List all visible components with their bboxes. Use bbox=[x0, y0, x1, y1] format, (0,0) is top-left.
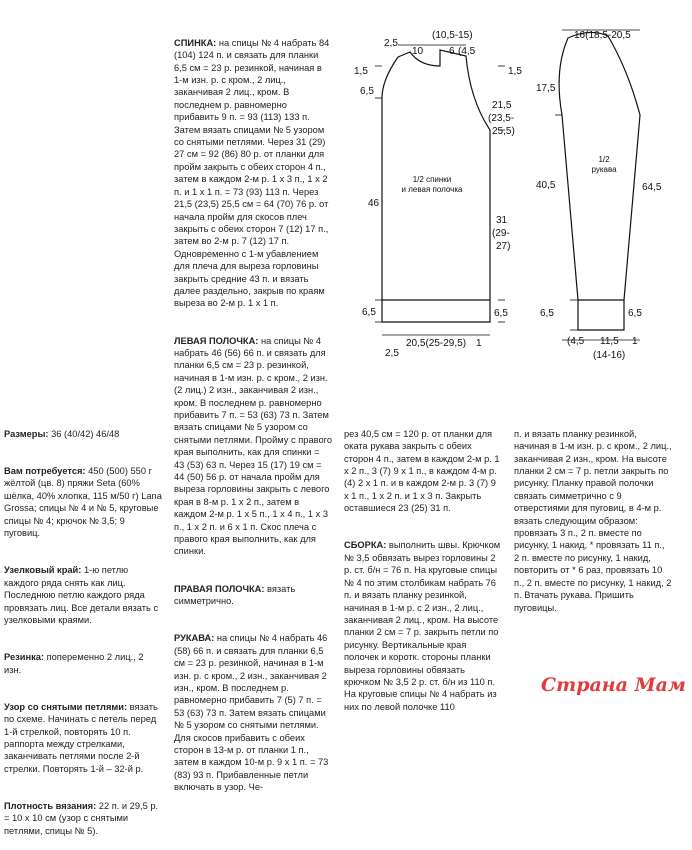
dim-1-5-right: 1,5 bbox=[508, 66, 522, 77]
dim-6: 6 bbox=[449, 46, 455, 57]
site-watermark: Страна Мам bbox=[540, 674, 686, 696]
sleeve-dim-range: (14-16) bbox=[593, 350, 626, 361]
dim-31: 31 bbox=[496, 215, 508, 226]
sleeve-outline bbox=[559, 32, 640, 330]
body-label-line2: и левая полочка bbox=[401, 185, 463, 194]
dim-6-5-right: 6,5 bbox=[494, 308, 508, 319]
sleeve-dimension-labels bbox=[536, 30, 662, 361]
dim-armhole-1: 21,5 bbox=[492, 100, 512, 111]
sleeve-dim-64-5: 64,5 bbox=[642, 182, 662, 193]
materials-paragraph: Вам потребуется: 450 (500) 550 г жёлтой (цв. 8) пряжи Seta (60% шёлка, 40% хлопка, 115 м/50 г) Lana Grossa; спицы № 4 и № 5, круговые спицы № 4; крючок № 3,5; 9 пуговиц. bbox=[4, 466, 165, 539]
back-paragraph: СПИНКА: на спицы № 4 набрать 84 (104) 124 п. и связать для планки 6,5 см = 23 р. резинкой, начиная в 1-м изн. р. с кром., 2 лиц., заканчивая 2 лиц., кром. В последнем р. равномерно прибавить 9 п. = 93 (113) 133 п. Затем вязать спицами № 5 узором со снятыми петлями. Через 31 (29) 27 см = 92 (86) 80 р. от планки для пройм закрыть с обеих сторон 4 п., затем в каждом 2-м р. 1 x 3 п., 1 x 2 п. и 1 x 1 п. = 73 (93) 113 п. Через 21,5 (23,5) 25,5 см = 64 (70) 76 р. от начала пройм для скосов плеч закрыть с обеих сторон 7 (12) 17 п., затем во 2-м р. 7 (12) 17 п. Одновременно с 1-м убавлением для плеча для выреза горловины закрыть средние 43 п. и вязать далее раздельно, закрыв по краям выреза во 2-м р. 1 х 1 п. bbox=[174, 37, 332, 309]
edge-paragraph: Узелковый край: 1-ю петлю каждого ряда снять как лиц. Последнюю петлю каждого ряда провязать лиц. Все детали вязать с узелковыми краями. bbox=[4, 565, 161, 625]
sleeves-paragraph: РУКАВА: на спицы № 4 набрать 46 (58) 66 п. и связать для планки 6,5 см = 23 р. резинкой, начиная в 1-м изн. р. с кром., 2 изн., заканчивая 2 изн., кром. В последнем р. равномерно прибавить 7 (5) 7 п. = 53 (63) 73 п. Затем вязать спицами № 5 узором со снятыми петлями. Для скосов прибавить с обеих сторон в 13-м р. от планки 1 п., затем в каждом 10-м р. 9 х 1 п. = 73 (83) 93 п. Прибавленные петли включать в узор. Че- bbox=[174, 633, 331, 793]
dim-10: 10 bbox=[412, 46, 424, 57]
sleeve-dim-1: 1 bbox=[632, 336, 638, 347]
dim-armhole-2: (23,5- bbox=[488, 113, 515, 124]
sleeve-dim-top: 16(18,5-20,5 bbox=[574, 30, 631, 41]
body-label-line1: 1/2 спинки bbox=[412, 175, 452, 184]
sleeve-label-line1: 1/2 bbox=[598, 155, 610, 164]
dim-4-5-top: (4,5 bbox=[458, 46, 476, 57]
body-diagram-labels bbox=[402, 175, 463, 194]
dim-2-5-bottom: 2,5 bbox=[385, 348, 399, 359]
density-paragraph: Плотность вязания: 22 п. и 29,5 р. = 10 х 10 см (узор с снятыми петлями, спицы № 5). bbox=[4, 801, 161, 836]
sleeve-dim-40-5: 40,5 bbox=[536, 180, 556, 191]
dim-6-5-bottom-left: 6,5 bbox=[362, 307, 376, 318]
sizes-paragraph: Размеры: 36 (40/42) 46/48 bbox=[4, 428, 120, 439]
dim-46: 46 bbox=[368, 198, 380, 209]
sleeve-dim-4-5: (4,5 bbox=[567, 336, 585, 347]
left-front-paragraph: ЛЕВАЯ ПОЛОЧКА: на спицы № 4 набрать 46 (56) 66 п. и связать для планки 6,5 см = 23 р. резинкой, начиная в 1-м изн. р. с кром., 2 изн. (2 лиц.) 2 изн., заканчивая 2 изн., кром. В последнем р. равномерно прибавить 7 п. = 53 (63) 73 п. Затем вязать спицами № 5 узором со снятыми петлями. Пройму с правого края выполнить, как для спинки = 43 (53) 63 п. Через 15 (17) 19 см = 44 (50) 56 р. от начала пройм для выреза горловины закрыть с левого края в 8-м р. 1 x 2 п., затем в каждом 2-м р. 1 x 5 п., 1 x 4 п., 1 x 3 п., 1 x 2 п. и 6 x 1 п. Скос плеча с правого края выполнить, как для спинки. bbox=[174, 335, 335, 557]
pattern-paragraph: Узор со снятыми петлями: вязать по схеме. Начинать с петель перед 1-й стрелкой, повторять 10 п. раппорта между стрелками, заканчивать петлями после 2-й стрелки. Повторять 1-й – 32-й р. bbox=[4, 701, 161, 774]
dim-1-5-left: 1,5 bbox=[354, 66, 368, 77]
right-front-paragraph: ПРАВАЯ ПОЛОЧКА: вязать симметрично. bbox=[174, 583, 298, 607]
sleeve-cont-paragraph: рез 40,5 см = 120 р. от планки для оката рукава закрыть с обеих сторон 4 п., затем в каждом 2-м р. 1 x 2 п., 3 (7) 9 x 1 п., в каждом 4-м р. (4) 2 x 1 п. и в каждом 2-м р. 3 (7) 9 x 1 п., 1 x 2 п. и 1 x 3 п. Закрыть оставшиеся 23 (25) 31 п. bbox=[344, 428, 503, 514]
dim-bottom-width: 20,5(25-29,5) bbox=[406, 338, 467, 349]
body-dimension-labels bbox=[354, 30, 522, 359]
dim-neck: (10,5-15) bbox=[432, 30, 473, 41]
sleeve-label-line2: рукава bbox=[591, 165, 617, 174]
sleeve-dim-11-5: 11,5 bbox=[600, 336, 619, 347]
rib-paragraph: Резинка: попеременно 2 лиц., 2 изн. bbox=[4, 652, 147, 675]
sleeve-pattern-diagram bbox=[555, 30, 640, 340]
button-band-paragraph: п. и вязать планку резинкой, начиная в 1-м изн. р. с кром., 2 лиц., заканчивая 2 изн., кром. На высоте планки 2 см = 7 р. петли закрыть по рисунку. Планку правой полочки связать симметрично с 9 отверстиями для пуговиц, в 4-м р. вязать следующим образом: провязать 3 п., 2 п. вместе по рисунку, 1 накид, * провязать 11 п., 2 п. вместе по рисунку, 1 накид, повторить от * 6 раз, провязать 10 п., 2 п. вместе по рисунку, 1 накид, 2 п. Втачать рукава. Пришить пуговицы. bbox=[514, 428, 675, 613]
dim-2-5-top: 2,5 bbox=[384, 38, 398, 49]
assembly-paragraph: СБОРКА: выполнить швы. Крючком № 3,5 обвязать вырез горловины 2 р. ст. б/н = 76 п. На круговые спицы № 4 по этим столбикам набрать 76 п. и вязать планку резинкой, начиная в 1-м р. с 2 изн., 2 лиц., заканчивая 2 лиц., кром. На высоте планки 2 см = 7 р. закрыть петли по рисунку. Вертикальные края полочек и коротк. стороны планки выреза горловины обвязать крючком № 3,5 2 р. ст. б/н из 110 п. На круговые спицы № 4 набрать из них по левой полочке 110 bbox=[344, 540, 503, 712]
dim-29: (29- bbox=[492, 228, 510, 239]
dim-1-bottom: 1 bbox=[476, 338, 482, 349]
sleeve-dim-6-5-left: 6,5 bbox=[540, 308, 554, 319]
sleeve-dim-17-5: 17,5 bbox=[536, 83, 556, 94]
dim-6-5-top-left: 6,5 bbox=[360, 86, 374, 97]
dim-armhole-3: 25,5) bbox=[492, 126, 515, 137]
dim-27: 27) bbox=[496, 241, 511, 252]
sleeve-dim-6-5-right: 6,5 bbox=[628, 308, 642, 319]
sleeve-diagram-labels bbox=[591, 155, 617, 174]
